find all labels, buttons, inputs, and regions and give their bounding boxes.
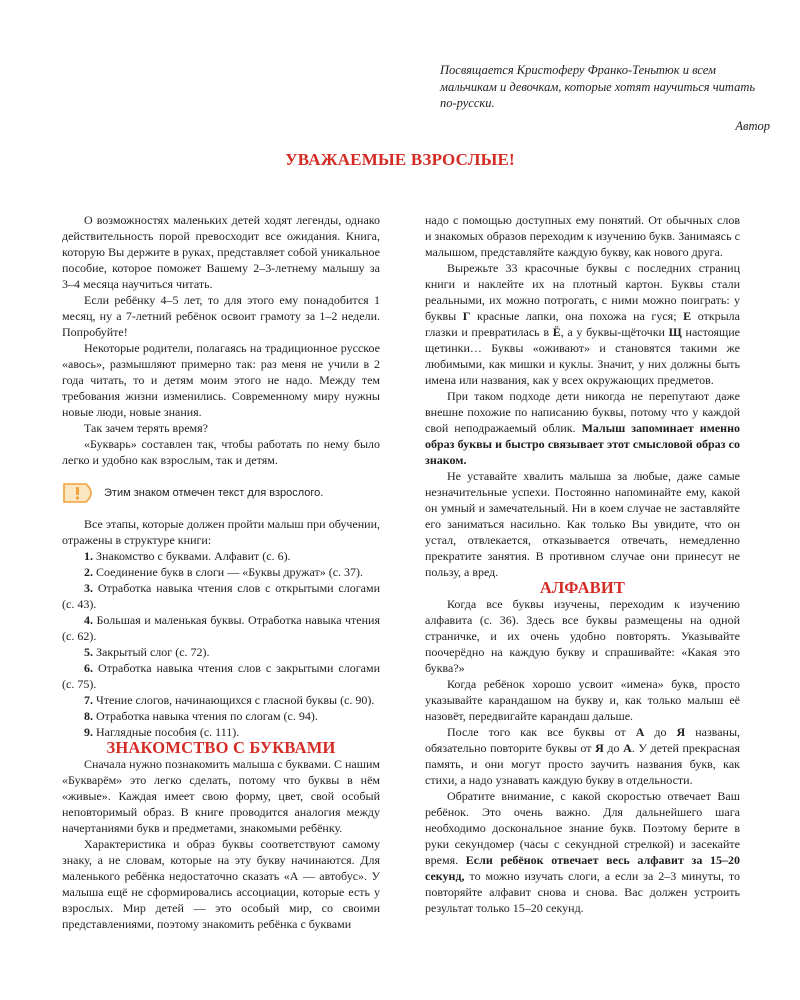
- list-item: 5. Закрытый слог (с. 72).: [84, 645, 210, 659]
- list-item: 7. Чтение слогов, начинающихся с гласной буквы (с. 90).: [84, 693, 375, 707]
- dedication: [440, 62, 770, 134]
- page-title: УВАЖАЕМЫЕ ВЗРОСЛЫЕ!: [285, 150, 515, 169]
- list-item: 9. Наглядные пособия (с. 111).: [84, 725, 240, 739]
- paragraph: Когда ребёнок хорошо усвоит «имена» букв, просто указывайте карандашом на букву и, как только малыш её назовёт, передвигайте карандаш дальше.: [425, 677, 740, 723]
- list-item: 1. Знакомство с буквами. Алфавит (с. 6).: [84, 549, 291, 563]
- list-item: 3. Отработка навыка чтения слов с открытыми слогами (с. 43).: [62, 581, 380, 611]
- left-column: [62, 212, 380, 932]
- dedication-text: Посвящается Кристоферу Франко-Теньтюк и всем мальчикам и девочкам, которые хотят научиться читать по-русски.: [440, 63, 756, 110]
- paragraph: Когда все буквы изучены, переходим к изучению алфавита (с. 36). Здесь все буквы размещены на одной страничке, и их очень удобно повторять. Указывайте поочерёдно на каждую букву и спрашивайте: «Какая это буква?»: [425, 597, 740, 675]
- paragraph: Не уставайте хвалить малыша за любые, даже самые незначительные успехи. Постоянно напоминайте ему, какой он умный и замечательный. Ни в коем случае не заставляйте его заниматься насильно. Как только Вы увидите, что он устал, отвлекается, отказывается отвечать, немедленно прекратите занятия. В противном случае они принесут не пользу, а вред.: [425, 469, 740, 579]
- adult-marker-note: [62, 482, 380, 504]
- paragraph: Некоторые родители, полагаясь на традиционное русское «авось», размышляют примерно так: раз меня не учили в 2 года читать, то и детям моим этого не надо. Между тем требования жизни изменились. Современному миру нужны новые люди, новые знания.: [62, 341, 380, 419]
- paragraph: После того как все буквы от А до Я названы, обязательно повторите буквы от Я до А. У детей прекрасная память, и они могут просто заучить названия букв, как стихи, а надо узнавать каждую букву в отдельности.: [425, 725, 741, 787]
- list-item: 4. Большая и маленькая буквы. Отработка навыка чтения (с. 62).: [62, 613, 380, 643]
- paragraph: При таком подходе дети никогда не перепутают даже внешне похожие по написанию буквы, потому что у каждой свой неподражаемый облик. Малыш запоминает именно образ буквы и быстро связывает этот смысловой образ со знаком.: [425, 389, 741, 467]
- paragraph: «Букварь» составлен так, чтобы работать по нему было легко и удобно как взрослым, так и детям.: [62, 437, 380, 467]
- list-item: 8. Отработка навыка чтения по слогам (с. 94).: [84, 709, 318, 723]
- paragraph: Вырежьте 33 красочные буквы с последних страниц книги и наклейте их на плотный картон. Буквы стали реальными, их можно потрогать, с ними можно поиграть: у буквы Г красные лапки, она похожа на гуся; Е открыла глазки и превратилась в Ё, а у буквы-щёточки Щ настоящие щетинки… Буквы «оживают» и становятся такими же любимыми, как мишки и куклы. Значит, у них должны быть имена или названия, как у всех окружающих предметов.: [425, 261, 740, 387]
- exclamation-badge-icon: [62, 482, 98, 504]
- marker-caption: Этим знаком отмечен текст для взрослого.: [104, 487, 324, 499]
- paragraph: надо с помощью доступных ему понятий. От обычных слов и знакомых образов переходим к изучению букв. Занимаясь с малышом, представляйте каждую букву, как нового друга.: [425, 213, 740, 259]
- paragraph: Так зачем терять время?: [84, 421, 208, 435]
- paragraph: Все этапы, которые должен пройти малыш при обучении, отражены в структуре книги:: [62, 517, 380, 547]
- paragraph: Обратите внимание, с какой скоростью отвечает Ваш ребёнок. Это очень важно. Для дальнейшего шага необходимо доскональное знание букв. Поэтому берите в руки секундомер (часы с секундной стрелкой) и засекайте время. Если ребёнок отвечает весь алфавит за 15–20 секунд, то можно изучать слоги, а если за 2–3 минуты, то повторяйте алфавит снова и снова. Вас должен устроить результат только 15–20 секунд.: [425, 789, 740, 915]
- list-item: 2. Соединение букв в слоги — «Буквы дружат» (с. 37).: [84, 565, 364, 579]
- list-item: 6. Отработка навыка чтения слов с закрытыми слогами (с. 75).: [62, 661, 380, 691]
- dedication-author: Автор: [735, 118, 770, 133]
- section-title-letters: ЗНАКОМСТВО С БУКВАМИ: [106, 738, 336, 757]
- paragraph: Если ребёнку 4–5 лет, то для этого ему понадобится 1 месяц, ну а 7-летний ребёнок освоит грамоту за 1–2 недели. Попробуйте!: [62, 293, 380, 339]
- section-title-alphabet: АЛФАВИТ: [539, 578, 626, 597]
- paragraph: О возможностях маленьких детей ходят легенды, однако действительность порой превосходит все ожидания. Книга, которую Вы держите в руках, представляет собой уникальное пособие, которое поможет Вашему 2–3-летнему малышу за 3–4 месяца научиться читать.: [62, 213, 380, 291]
- paragraph: Сначала нужно познакомить малыша с буквами. С нашим «Букварём» это легко сделать, потому что буквы в нём «живые». Каждая имеет свою форму, цвет, свой особый неповторимый образ. В книге проводится аналогия между начертаниями букв и предметами, знакомыми ребёнку.: [62, 757, 380, 835]
- structure-list: [62, 548, 380, 740]
- paragraph: Характеристика и образ буквы соответствуют самому знаку, а не словам, которые на эту букву начинаются. Для маленького ребёнка недостаточно сказать «А — автобус». У малыша ещё не сформировались ассоциации, которые есть у взрослых. Мир детей — это особый мир, со своими представлениями, поэтому знакомить ребёнка с буквами: [62, 837, 380, 931]
- right-column: [425, 212, 740, 916]
